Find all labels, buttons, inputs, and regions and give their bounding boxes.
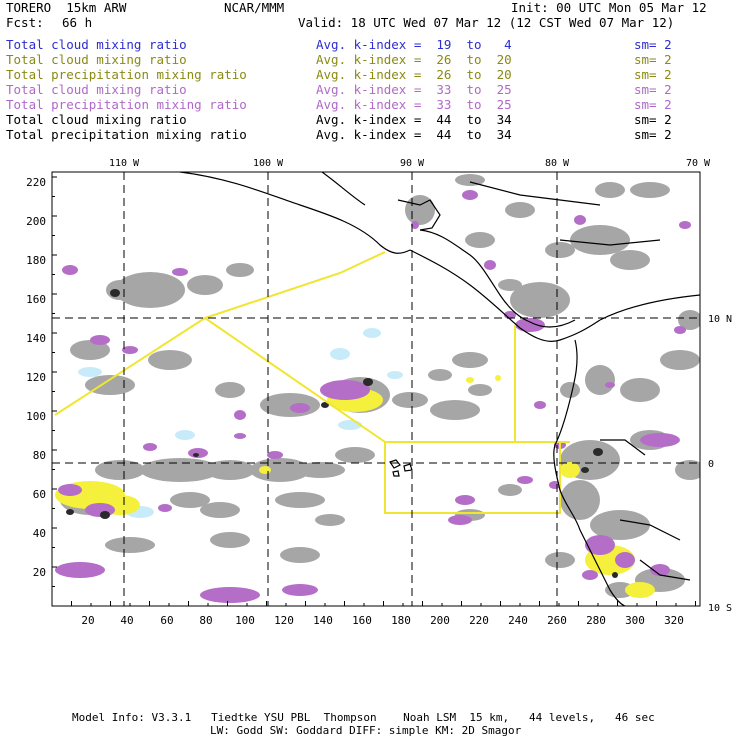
grid-x-label: 160 — [352, 614, 372, 627]
legend-field: Total cloud mixing ratio — [6, 37, 187, 52]
map-field-layer — [52, 172, 705, 606]
valid-time: Valid: 18 UTC Wed 07 Mar 12 (12 CST Wed 07 Mar 12) — [298, 15, 675, 30]
cloud-mixing-dark-cores — [66, 289, 618, 578]
lon-label: 100 W — [252, 158, 284, 169]
grid-x-label: 40 — [120, 614, 134, 627]
cloud-mixing-low-areas — [78, 328, 403, 518]
grid-y-label: 40 — [32, 527, 46, 540]
legend-smoothing: sm= 2 — [634, 97, 672, 112]
legend-kindex: Avg. k-index = 44 to 34 — [316, 127, 512, 142]
model-info-line-1: Model Info: V3.3.1 Tiedtke YSU PBL Thompson Noah LSM 15 km, 44 levels, 46 sec — [72, 711, 655, 724]
legend-smoothing: sm= 2 — [634, 67, 672, 82]
legend-smoothing: sm= 2 — [634, 127, 672, 142]
grid-x-label: 200 — [430, 614, 450, 627]
legend-smoothing: sm= 2 — [634, 112, 672, 127]
legend-smoothing: sm= 2 — [634, 82, 672, 97]
legend-field: Total cloud mixing ratio — [6, 112, 187, 127]
grid-x-label: 60 — [160, 614, 174, 627]
grid-x-label: 260 — [547, 614, 567, 627]
grid-y-label: 180 — [26, 254, 46, 267]
forecast-hour: 66 h — [62, 15, 93, 30]
model-info-line-2: LW: Godd SW: Goddard DIFF: simple KM: 2D Smagor — [210, 724, 522, 737]
legend-field: Total cloud mixing ratio — [6, 82, 187, 97]
init-time: Init: 00 UTC Mon 05 Mar 12 — [511, 0, 707, 15]
legend-kindex: Avg. k-index = 33 to 25 — [316, 82, 512, 97]
grid-y-label: 200 — [26, 215, 46, 228]
legend-kindex: Avg. k-index = 26 to 20 — [316, 52, 512, 67]
grid-y-label: 100 — [26, 410, 46, 423]
right-lat-labels — [708, 314, 732, 614]
legend-smoothing: sm= 2 — [634, 37, 672, 52]
grid-y-label: 60 — [32, 488, 46, 501]
grid-y-label: 80 — [32, 449, 46, 462]
legend-field: Total cloud mixing ratio — [6, 52, 187, 67]
top-lon-labels — [109, 158, 711, 169]
grid-x-label: 320 — [664, 614, 684, 627]
lat-label: 0 — [708, 459, 715, 470]
model-name: TORERO 15km ARW — [6, 0, 127, 15]
grid-x-label: 120 — [274, 614, 294, 627]
bottom-grid-labels — [81, 614, 684, 627]
grid-y-label: 20 — [32, 566, 46, 579]
legend-field: Total precipitation mixing ratio — [6, 67, 247, 82]
grid-y-label: 160 — [26, 293, 46, 306]
lon-label: 110 W — [108, 158, 140, 169]
grid-x-label: 240 — [508, 614, 528, 627]
forecast-label: Fcst: — [6, 15, 44, 30]
legend-kindex: Avg. k-index = 44 to 34 — [316, 112, 512, 127]
grid-x-label: 180 — [391, 614, 411, 627]
lon-label: 90 W — [399, 158, 425, 169]
organization: NCAR/MMM — [224, 0, 285, 15]
grid-x-label: 140 — [313, 614, 333, 627]
grid-x-label: 300 — [625, 614, 645, 627]
left-grid-labels — [26, 176, 46, 579]
grid-x-label: 80 — [199, 614, 213, 627]
legend-smoothing: sm= 2 — [634, 52, 672, 67]
grid-y-label: 220 — [26, 176, 46, 189]
legend-field: Total precipitation mixing ratio — [6, 97, 247, 112]
grid-y-label: 120 — [26, 371, 46, 384]
legend-kindex: Avg. k-index = 19 to 4 — [316, 37, 512, 52]
grid-x-label: 100 — [235, 614, 255, 627]
grid-y-label: 140 — [26, 332, 46, 345]
lat-label: 10 N — [708, 314, 733, 325]
grid-x-label: 280 — [586, 614, 606, 627]
grid-x-label: 220 — [469, 614, 489, 627]
legend-field: Total precipitation mixing ratio — [6, 127, 247, 142]
grid-x-label: 20 — [81, 614, 95, 627]
lon-label: 70 W — [685, 158, 711, 169]
lon-label: 80 W — [544, 158, 570, 169]
legend-kindex: Avg. k-index = 26 to 20 — [316, 67, 512, 82]
lat-label: 10 S — [708, 603, 733, 614]
legend-kindex: Avg. k-index = 33 to 25 — [316, 97, 512, 112]
